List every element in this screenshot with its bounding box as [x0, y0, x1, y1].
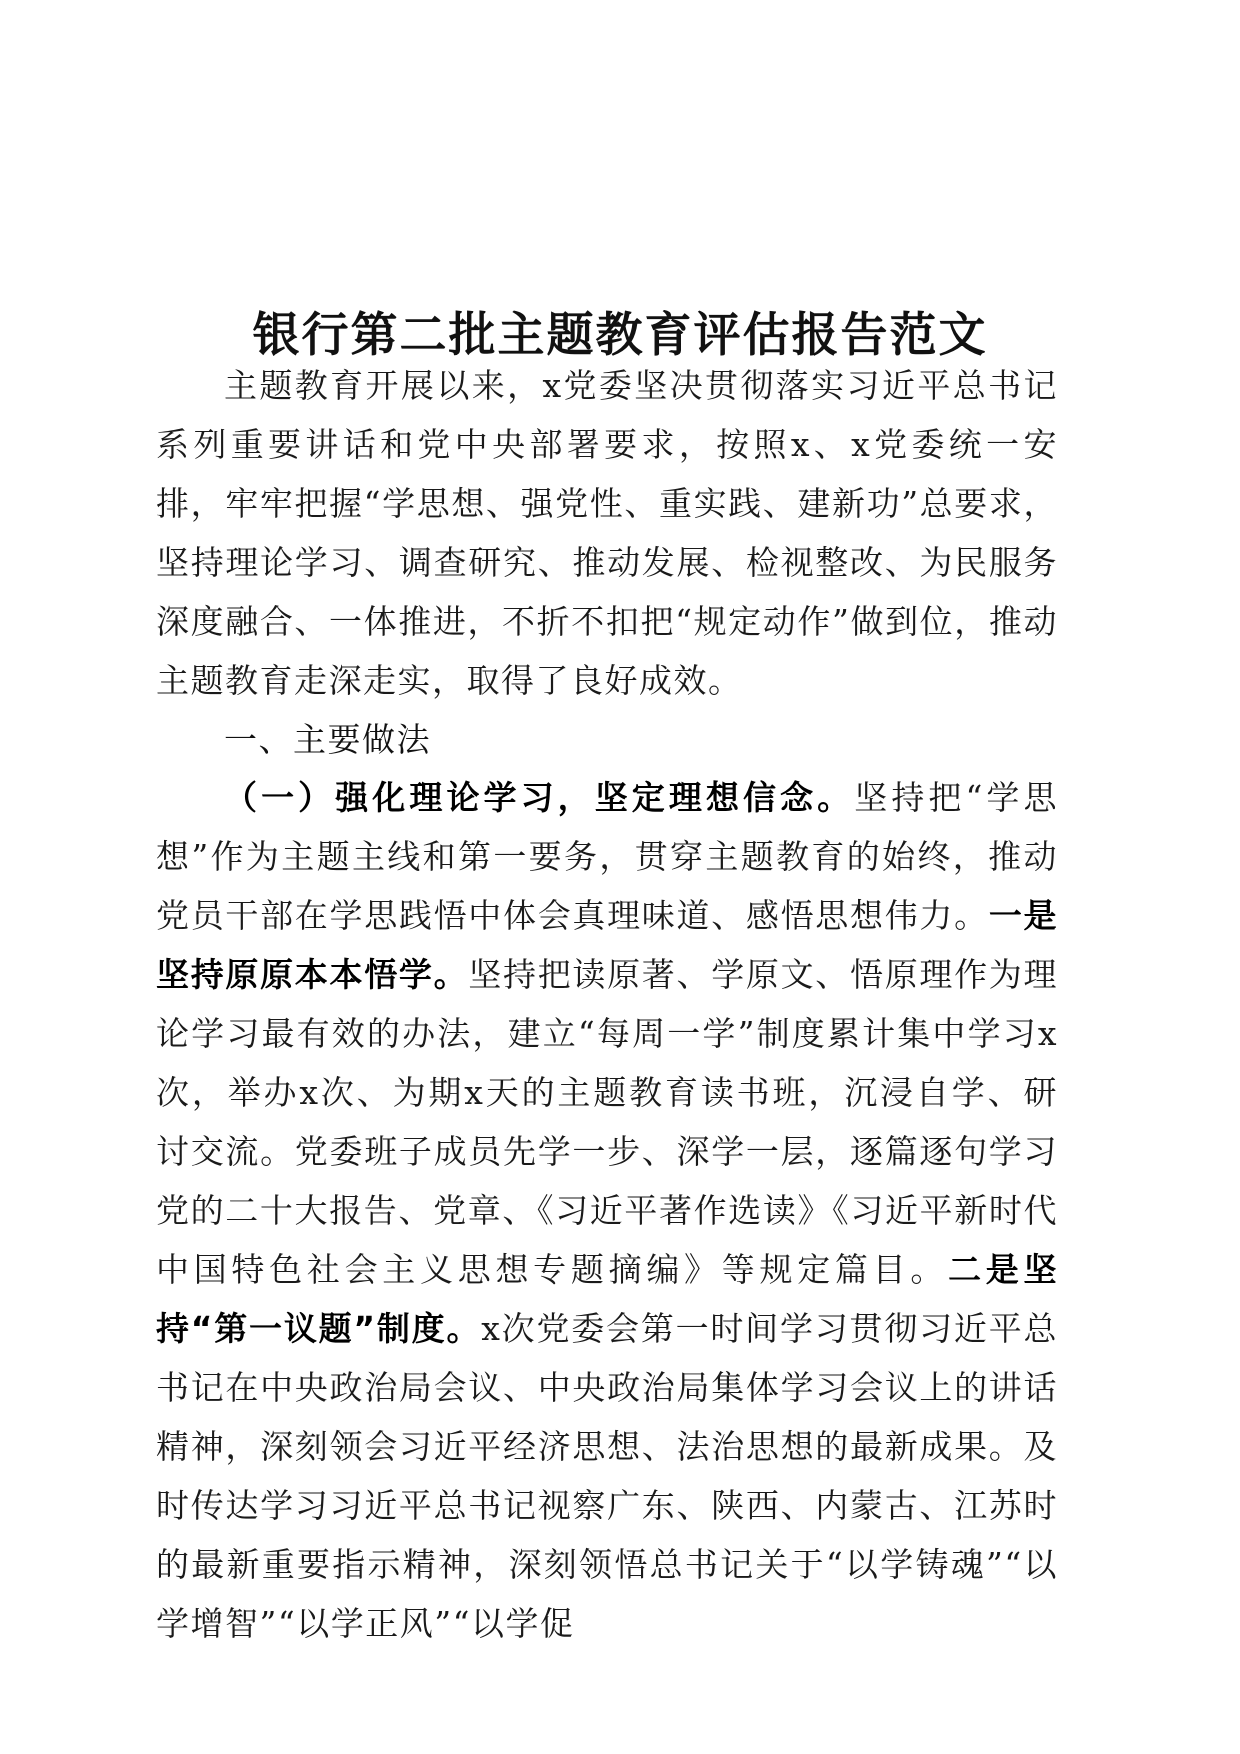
point-2-heading: 二是坚持“第一议题”制度。 — [156, 1250, 1059, 1348]
section-1-paragraph — [156, 768, 1058, 1653]
section-heading: 一、主要做法 — [224, 720, 431, 759]
point-1-heading: 一是坚持原原本本悟学。 — [156, 896, 1059, 994]
section-1-heading: （一）强化理论学习，坚定理想信念。 — [224, 778, 855, 817]
section-1-text-b: 坚持把读原著、学原文、悟原理作为理论学习最有效的办法，建立“每周一学”制度累计集中学习x次，举办x次、为期x天的主题教育读书班，沉浸自学、研讨交流。党委班子成员先学一步、深学一层，逐篇逐句学习党的二十大报告、党章、《习近平著作选读》《习近平新时代中国特色社会主义思想专题摘编》等规定篇目。 — [156, 955, 1059, 1289]
intro-paragraph: 主题教育开展以来，x党委坚决贯彻落实习近平总书记系列重要讲话和党中央部署要求，按照x、x党委统一安排，牢牢把握“学思想、强党性、重实践、建新功”总要求，坚持理论学习、调查研究、推动发展、检视整改、为民服务深度融合、一体推进，不折不扣把“规定动作”做到位，推动主题教育走深走实，取得了良好成效。 — [156, 366, 1058, 700]
section-1-text-a: 坚持把“学思想”作为主题主线和第一要务，贯穿主题教育的始终，推动党员干部在学思践悟中体会真理味道、感悟思想伟力。 — [156, 778, 1059, 935]
section-1-text-c: x次党委会第一时间学习贯彻习近平总书记在中央政治局会议、中央政治局集体学习会议上的讲话精神，深刻领会习近平经济思想、法治思想的最新成果。及时传达学习习近平总书记视察广东、陕西、内蒙古、江苏时的最新重要指示精神，深刻领悟总书记关于“以学铸魂”“以学增智”“以学正风”“以学促 — [156, 1309, 1058, 1643]
document-title: 银行第二批主题教育评估报告范文 — [252, 308, 988, 364]
